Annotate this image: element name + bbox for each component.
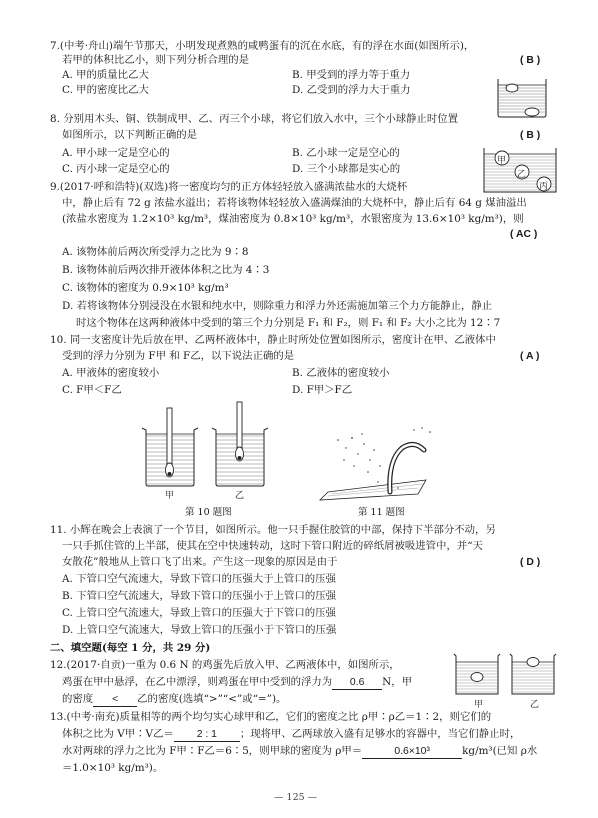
q10-figure-label-b: 乙 — [235, 491, 245, 501]
q9-option-d-line-2: 时这个物体在这两种液体中受到的第三个力分别是 F₁ 和 F₂，则 F₁ 和 F₂ 大小之比为 12∶7 — [76, 317, 501, 329]
q12-blank-1: 0.6 — [332, 676, 382, 690]
q12-line-1: 12.(2017·自贡)一重为 0.6 N 的鸡蛋先后放入甲、乙两液体中，如图所示， — [50, 659, 400, 671]
q9-answer: ( AC ) — [510, 229, 538, 240]
q11-caption: 第 11 题图 — [358, 507, 405, 518]
q10-hydrometer-figure — [140, 400, 280, 492]
q11-line-1: 11. 小辉在晚会上表演了一个节目，如图所示。他一只手握住胶管的中部，保持下半部分不动，另 — [50, 524, 496, 536]
q10-answer: ( A ) — [520, 351, 540, 362]
q10-line-1: 10. 同一支密度计先后放在甲、乙两杯液体中，静止时所处位置如图所示，密度计在甲、乙液体中 — [50, 334, 496, 346]
q7-option-d: D. 乙受到的浮力大于重力 — [292, 84, 411, 96]
q8-option-c: C. 丙小球一定是空心的 — [62, 163, 170, 175]
page-number: — 125 — — [274, 792, 318, 803]
q9-option-b: B. 该物体前后两次排开液体体积之比为 4∶3 — [62, 264, 270, 276]
q8-line-2: 如图所示，以下判断正确的是 — [62, 129, 198, 141]
q11-option-d: D. 上管口空气流速大，导致上管口的压强小于下管口的压强 — [62, 624, 337, 636]
q7-option-b: B. 甲受到的浮力等于重力 — [292, 69, 411, 81]
q10-figure-label-a: 甲 — [165, 491, 175, 501]
q10-option-c: C. F甲＜F乙 — [62, 384, 122, 396]
q8-option-b: B. 乙小球一定是空心的 — [292, 147, 400, 159]
q10-option-b: B. 乙液体的密度较小 — [292, 367, 390, 379]
q12-figure-label-b: 乙 — [530, 700, 540, 710]
q11-line-2: 一只手抓住管的上半部，使其在空中快速转动，这时下管口附近的碎纸屑被吸进管中，并“天 — [62, 540, 483, 552]
q11-option-a: A. 下管口空气流速大，导致下管口的压强大于上管口的压强 — [62, 573, 336, 585]
q10-caption: 第 10 题图 — [185, 507, 232, 518]
q13-line-3-text: 水对两球的浮力之比为 F甲∶F乙＝6∶5，则甲球的密度为 ρ甲＝ — [62, 745, 363, 757]
q7-option-c: C. 甲的密度比乙大 — [62, 84, 149, 96]
q12-line-3-tail: 乙的密度(选填“>”“<”或“=”)。 — [137, 693, 287, 705]
q13-line-1: 13.(中考·南充)质量相等的两个均匀实心球甲和乙，它们的密度之比 ρ甲∶ρ乙＝1∶2，则它们的 — [50, 711, 492, 723]
q12-figure-label-a: 甲 — [474, 700, 484, 710]
q9-option-d-line-1: D. 若将该物体分别浸没在水银和纯水中，则除重力和浮力外还需施加第三个力方能静止，静止 — [62, 300, 493, 312]
q8-option-d: D. 三个小球都是实心的 — [292, 163, 401, 175]
q7-line-1: 7.(中考·舟山)端午节那天，小明发现煮熟的咸鸭蛋有的沉在水底，有的浮在水面(如图所示)， — [50, 40, 475, 52]
q7-line-2: 若甲的体积比乙小，则下列分析合理的是 — [62, 54, 250, 66]
q11-option-b: B. 下管口空气流速大，导致下管口的压强小于上管口的压强 — [62, 590, 337, 602]
q11-option-c: C. 上管口空气流速大，导致上管口的压强大于下管口的压强 — [62, 607, 336, 619]
q11-line-3: 女散花”般地从上管口飞了出来。产生这一现象的原因是由于 — [62, 556, 338, 568]
q8-line-1: 8. 分别用木头、铜、铁制成甲、乙、丙三个小球，将它们放入水中，三个小球静止时位置 — [50, 113, 459, 125]
q13-line-3-tail: kg/m³(已知 ρ水 — [462, 745, 538, 757]
q12-line-2 — [62, 676, 412, 690]
q10-option-a: A. 甲液体的密度较小 — [62, 367, 160, 379]
q8-ball-label-a: 甲 — [497, 156, 507, 166]
q13-blank-1: 2 : 1 — [174, 728, 240, 742]
q12-line-2-tail: N，甲 — [382, 676, 413, 688]
q13-line-3 — [62, 745, 537, 759]
q13-line-2 — [62, 728, 520, 742]
q9-line-2: 中，静止后有 72 g 浓盐水溢出；若将该物体轻轻放入盛满煤油的大烧杯中，静止后有 64 g 煤油溢出 — [62, 197, 527, 209]
q12-blank-2: < — [93, 693, 137, 707]
q13-line-4: ＝1.0×10³ kg/m³)。 — [62, 762, 164, 774]
q9-option-a: A. 该物体前后两次所受浮力之比为 9∶8 — [62, 246, 249, 258]
q9-line-1: 9.(2017·呼和浩特)(双选)将一密度均匀的正方体轻轻放入盛满浓盐水的大烧杯 — [50, 181, 408, 193]
q7-answer: ( B ) — [520, 55, 541, 66]
q13-blank-2: 0.6×10³ — [362, 745, 462, 759]
q8-answer: ( B ) — [520, 130, 541, 141]
q12-egg-figure — [452, 650, 562, 698]
q10-option-d: D. F甲＞F乙 — [292, 384, 353, 396]
q10-line-2: 受到的浮力分别为 F甲 和 F乙，以下说法正确的是 — [62, 350, 295, 362]
q12-line-3 — [62, 693, 286, 707]
q9-line-3: (浓盐水密度为 1.2×10³ kg/m³，煤油密度为 0.8×10³ kg/m³，水银密度为 13.6×10³ kg/m³)，则 — [62, 213, 524, 225]
q12-line-2-text: 鸡蛋在甲中悬浮，在乙中漂浮，则鸡蛋在甲中受到的浮力为 — [62, 676, 333, 688]
q7-option-a: A. 甲的质量比乙大 — [62, 69, 149, 81]
section-heading: 二、填空题(每空 1 分，共 29 分) — [50, 642, 211, 654]
q8-ball-label-b: 乙 — [517, 170, 527, 180]
q11-tube-figure — [318, 420, 438, 500]
q8-ball-label-c: 丙 — [539, 182, 549, 192]
q8-option-a: A. 甲小球一定是空心的 — [62, 147, 170, 159]
q9-option-c: C. 该物体的密度为 0.9×10³ kg/m³ — [62, 282, 229, 294]
q12-line-3-text: 的密度 — [62, 693, 94, 705]
q7-egg-figure — [494, 75, 554, 119]
q11-answer: ( D ) — [520, 557, 541, 568]
q13-line-2-tail: ；现将甲、乙两球放入盛有足够水的容器中，当它们静止时， — [239, 728, 521, 740]
q13-line-2-text: 体积之比为 V甲∶V乙＝ — [62, 728, 174, 740]
